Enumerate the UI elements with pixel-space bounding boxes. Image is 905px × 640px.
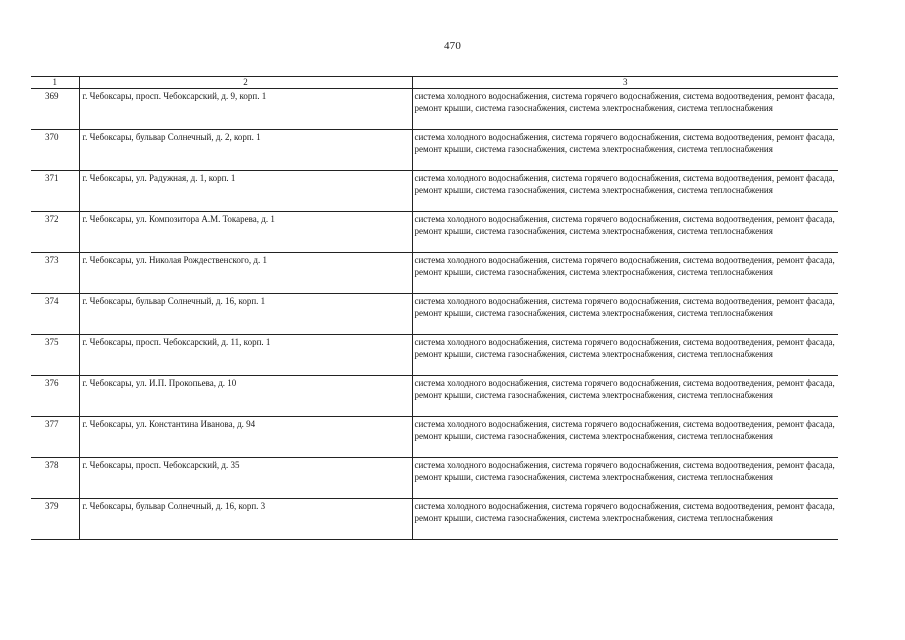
row-address: г. Чебоксары, просп. Чебоксарский, д. 35 xyxy=(79,458,412,499)
table-header xyxy=(31,77,838,89)
row-number: 374 xyxy=(31,294,79,335)
row-works: система холодного водоснабжения, система горячего водоснабжения, система водоотведения, ремонт фасада, ремонт крыши, система газоснабжения, система электроснабжения, система теплоснабжения xyxy=(412,499,838,540)
row-number: 375 xyxy=(31,335,79,376)
column-header-3: 3 xyxy=(412,77,838,89)
row-address: г. Чебоксары, просп. Чебоксарский, д. 9, корп. 1 xyxy=(79,89,412,130)
row-works: система холодного водоснабжения, система горячего водоснабжения, система водоотведения, ремонт фасада, ремонт крыши, система газоснабжения, система электроснабжения, система теплоснабжения xyxy=(412,171,838,212)
table-row xyxy=(31,130,838,171)
table-row xyxy=(31,294,838,335)
header-row xyxy=(31,77,838,89)
table-row xyxy=(31,171,838,212)
row-works: система холодного водоснабжения, система горячего водоснабжения, система водоотведения, ремонт фасада, ремонт крыши, система газоснабжения, система электроснабжения, система теплоснабжения xyxy=(412,212,838,253)
row-number: 369 xyxy=(31,89,79,130)
table-row xyxy=(31,212,838,253)
row-number: 378 xyxy=(31,458,79,499)
row-number: 379 xyxy=(31,499,79,540)
row-address: г. Чебоксары, ул. И.П. Прокопьева, д. 10 xyxy=(79,376,412,417)
table-row xyxy=(31,458,838,499)
row-works: система холодного водоснабжения, система горячего водоснабжения, система водоотведения, ремонт фасада, ремонт крыши, система газоснабжения, система электроснабжения, система теплоснабжения xyxy=(412,130,838,171)
works-table xyxy=(31,76,838,540)
row-number: 371 xyxy=(31,171,79,212)
row-works: система холодного водоснабжения, система горячего водоснабжения, система водоотведения, ремонт фасада, ремонт крыши, система газоснабжения, система электроснабжения, система теплоснабжения xyxy=(412,376,838,417)
row-works: система холодного водоснабжения, система горячего водоснабжения, система водоотведения, ремонт фасада, ремонт крыши, система газоснабжения, система электроснабжения, система теплоснабжения xyxy=(412,253,838,294)
row-works: система холодного водоснабжения, система горячего водоснабжения, система водоотведения, ремонт фасада, ремонт крыши, система газоснабжения, система электроснабжения, система теплоснабжения xyxy=(412,458,838,499)
row-number: 377 xyxy=(31,417,79,458)
row-works: система холодного водоснабжения, система горячего водоснабжения, система водоотведения, ремонт фасада, ремонт крыши, система газоснабжения, система электроснабжения, система теплоснабжения xyxy=(412,335,838,376)
table-row xyxy=(31,417,838,458)
row-address: г. Чебоксары, ул. Радужная, д. 1, корп. 1 xyxy=(79,171,412,212)
row-number: 376 xyxy=(31,376,79,417)
table-body xyxy=(31,89,838,540)
row-address: г. Чебоксары, ул. Композитора А.М. Токарева, д. 1 xyxy=(79,212,412,253)
row-address: г. Чебоксары, ул. Николая Рождественского, д. 1 xyxy=(79,253,412,294)
row-number: 370 xyxy=(31,130,79,171)
row-works: система холодного водоснабжения, система горячего водоснабжения, система водоотведения, ремонт фасада, ремонт крыши, система газоснабжения, система электроснабжения, система теплоснабжения xyxy=(412,89,838,130)
row-address: г. Чебоксары, бульвар Солнечный, д. 16, корп. 1 xyxy=(79,294,412,335)
row-address: г. Чебоксары, просп. Чебоксарский, д. 11, корп. 1 xyxy=(79,335,412,376)
column-header-2: 2 xyxy=(79,77,412,89)
row-address: г. Чебоксары, бульвар Солнечный, д. 16, корп. 3 xyxy=(79,499,412,540)
row-address: г. Чебоксары, бульвар Солнечный, д. 2, корп. 1 xyxy=(79,130,412,171)
row-number: 373 xyxy=(31,253,79,294)
table-row xyxy=(31,376,838,417)
row-address: г. Чебоксары, ул. Константина Иванова, д. 94 xyxy=(79,417,412,458)
column-header-1: 1 xyxy=(31,77,79,89)
page-number: 470 xyxy=(443,40,462,52)
table-row xyxy=(31,253,838,294)
table-row xyxy=(31,335,838,376)
row-number: 372 xyxy=(31,212,79,253)
row-works: система холодного водоснабжения, система горячего водоснабжения, система водоотведения, ремонт фасада, ремонт крыши, система газоснабжения, система электроснабжения, система теплоснабжения xyxy=(412,417,838,458)
row-works: система холодного водоснабжения, система горячего водоснабжения, система водоотведения, ремонт фасада, ремонт крыши, система газоснабжения, система электроснабжения, система теплоснабжения xyxy=(412,294,838,335)
table-row xyxy=(31,89,838,130)
table-row xyxy=(31,499,838,540)
